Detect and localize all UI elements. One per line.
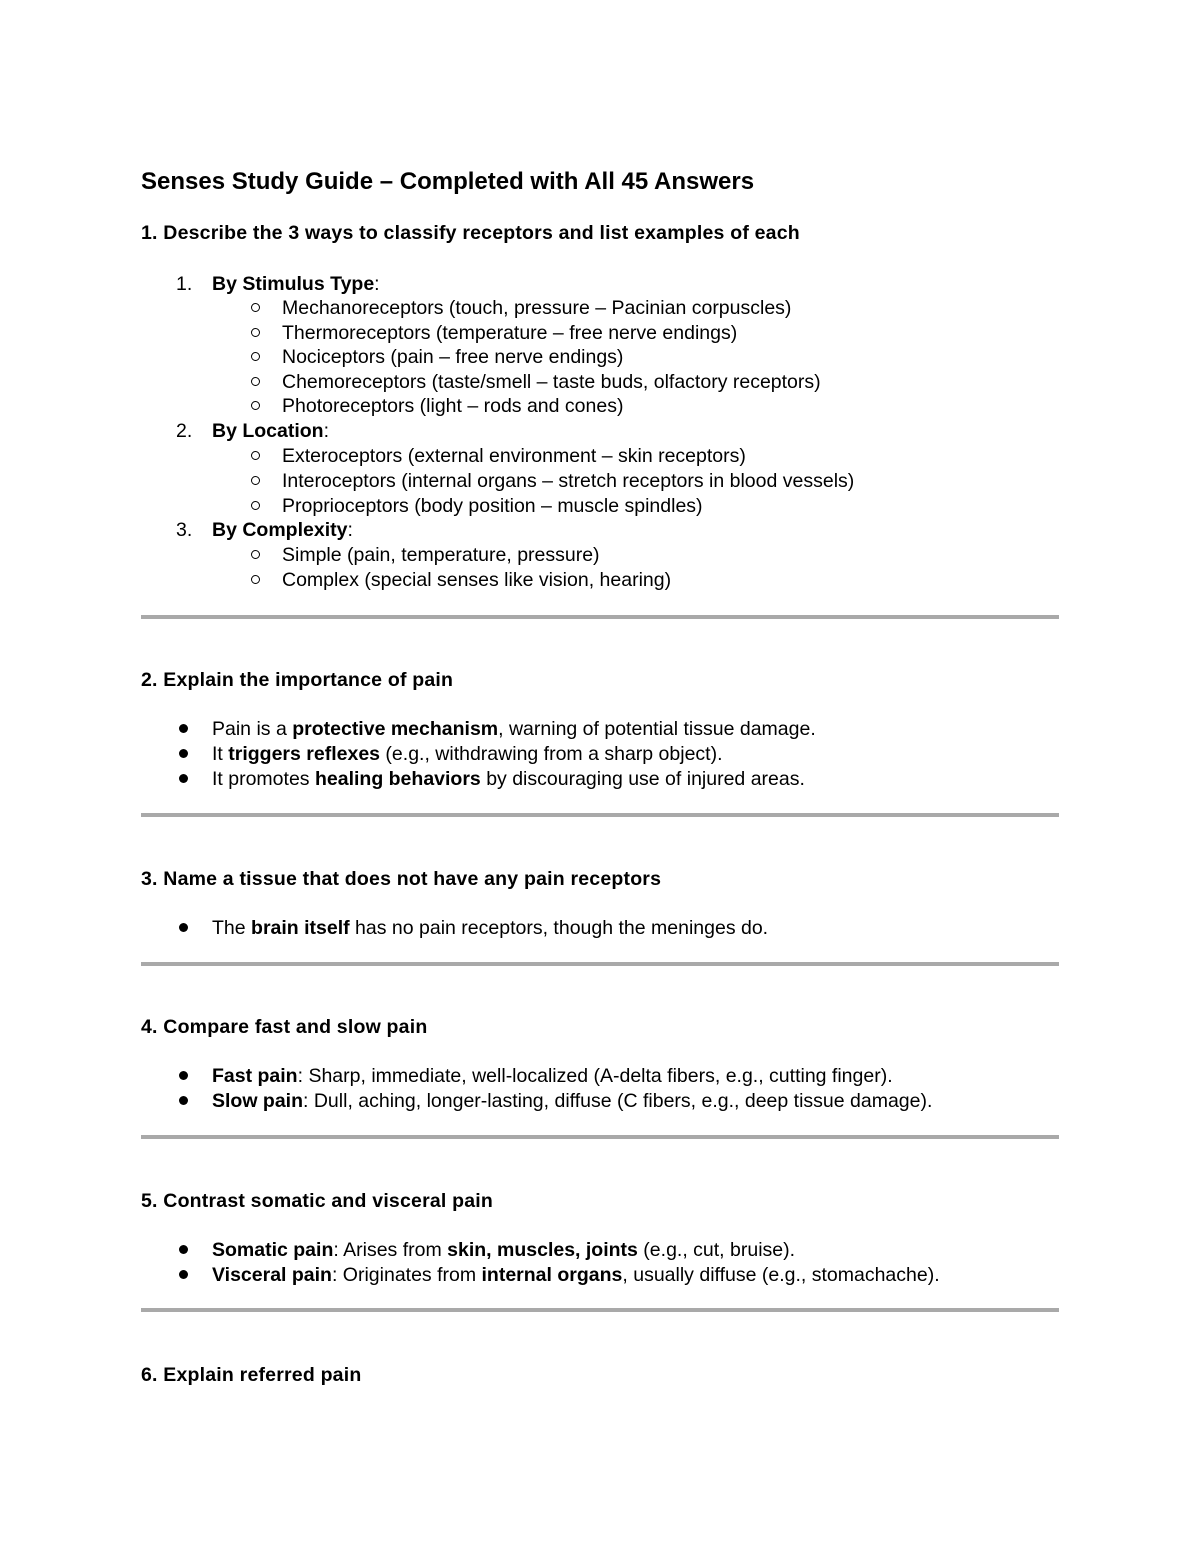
hollow-bullet-icon	[251, 501, 260, 510]
list-item: Somatic pain: Arises from skin, muscles, joints (e.g., cut, bruise).	[212, 1239, 796, 1261]
hollow-bullet-icon	[251, 451, 260, 460]
bullet-icon	[179, 1096, 188, 1105]
list-item: Thermoreceptors (temperature – free nerve endings)	[282, 322, 738, 344]
list-item: The brain itself has no pain receptors, though the meninges do.	[212, 917, 769, 939]
bullet-icon	[179, 1270, 188, 1279]
hollow-bullet-icon	[251, 476, 260, 485]
hollow-bullet-icon	[251, 550, 260, 559]
list-item: Complex (special senses like vision, hearing)	[282, 569, 672, 591]
question-1-heading: 1. Describe the 3 ways to classify receptors and list examples of each	[141, 222, 800, 244]
question-2-heading: 2. Explain the importance of pain	[141, 669, 454, 691]
list-item: Nociceptors (pain – free nerve endings)	[282, 346, 624, 368]
list-item: Chemoreceptors (taste/smell – taste buds, olfactory receptors)	[282, 371, 821, 393]
question-3-heading: 3. Name a tissue that does not have any pain receptors	[141, 868, 662, 890]
bullet-icon	[179, 923, 188, 932]
horizontal-rule	[141, 1308, 1059, 1312]
list-item: Interoceptors (internal organs – stretch receptors in blood vessels)	[282, 470, 855, 492]
horizontal-rule	[141, 615, 1059, 619]
bullet-icon	[179, 749, 188, 758]
list-item: Exteroceptors (external environment – skin receptors)	[282, 445, 746, 467]
numbered-marker: 1.	[176, 273, 193, 295]
horizontal-rule	[141, 813, 1059, 817]
bullet-icon	[179, 724, 188, 733]
hollow-bullet-icon	[251, 352, 260, 361]
hollow-bullet-icon	[251, 377, 260, 386]
hollow-bullet-icon	[251, 575, 260, 584]
group-heading-location: By Location:	[212, 420, 330, 442]
bullet-icon	[179, 774, 188, 783]
group-heading-stimulus-type: By Stimulus Type:	[212, 273, 380, 295]
page-title: Senses Study Guide – Completed with All 45 Answers	[141, 168, 755, 195]
horizontal-rule	[141, 1135, 1059, 1139]
question-5-heading: 5. Contrast somatic and visceral pain	[141, 1190, 494, 1212]
numbered-marker: 3.	[176, 519, 193, 541]
list-item: Simple (pain, temperature, pressure)	[282, 544, 600, 566]
horizontal-rule	[141, 962, 1059, 966]
question-6-heading: 6. Explain referred pain	[141, 1364, 362, 1386]
numbered-marker: 2.	[176, 420, 193, 442]
question-4-heading: 4. Compare fast and slow pain	[141, 1016, 428, 1038]
list-item: It triggers reflexes (e.g., withdrawing from a sharp object).	[212, 743, 723, 765]
bullet-icon	[179, 1245, 188, 1254]
list-item: Pain is a protective mechanism, warning of potential tissue damage.	[212, 718, 816, 740]
list-item: Visceral pain: Originates from internal organs, usually diffuse (e.g., stomachache).	[212, 1264, 940, 1286]
list-item: It promotes healing behaviors by discouraging use of injured areas.	[212, 768, 805, 790]
hollow-bullet-icon	[251, 401, 260, 410]
bullet-icon	[179, 1071, 188, 1080]
hollow-bullet-icon	[251, 303, 260, 312]
list-item: Photoreceptors (light – rods and cones)	[282, 395, 624, 417]
list-item: Mechanoreceptors (touch, pressure – Pacinian corpuscles)	[282, 297, 792, 319]
hollow-bullet-icon	[251, 328, 260, 337]
list-item: Proprioceptors (body position – muscle spindles)	[282, 495, 703, 517]
list-item: Fast pain: Sharp, immediate, well-localized (A-delta fibers, e.g., cutting finger).	[212, 1065, 893, 1087]
group-heading-complexity: By Complexity:	[212, 519, 353, 541]
list-item: Slow pain: Dull, aching, longer-lasting, diffuse (C fibers, e.g., deep tissue damage).	[212, 1090, 933, 1112]
